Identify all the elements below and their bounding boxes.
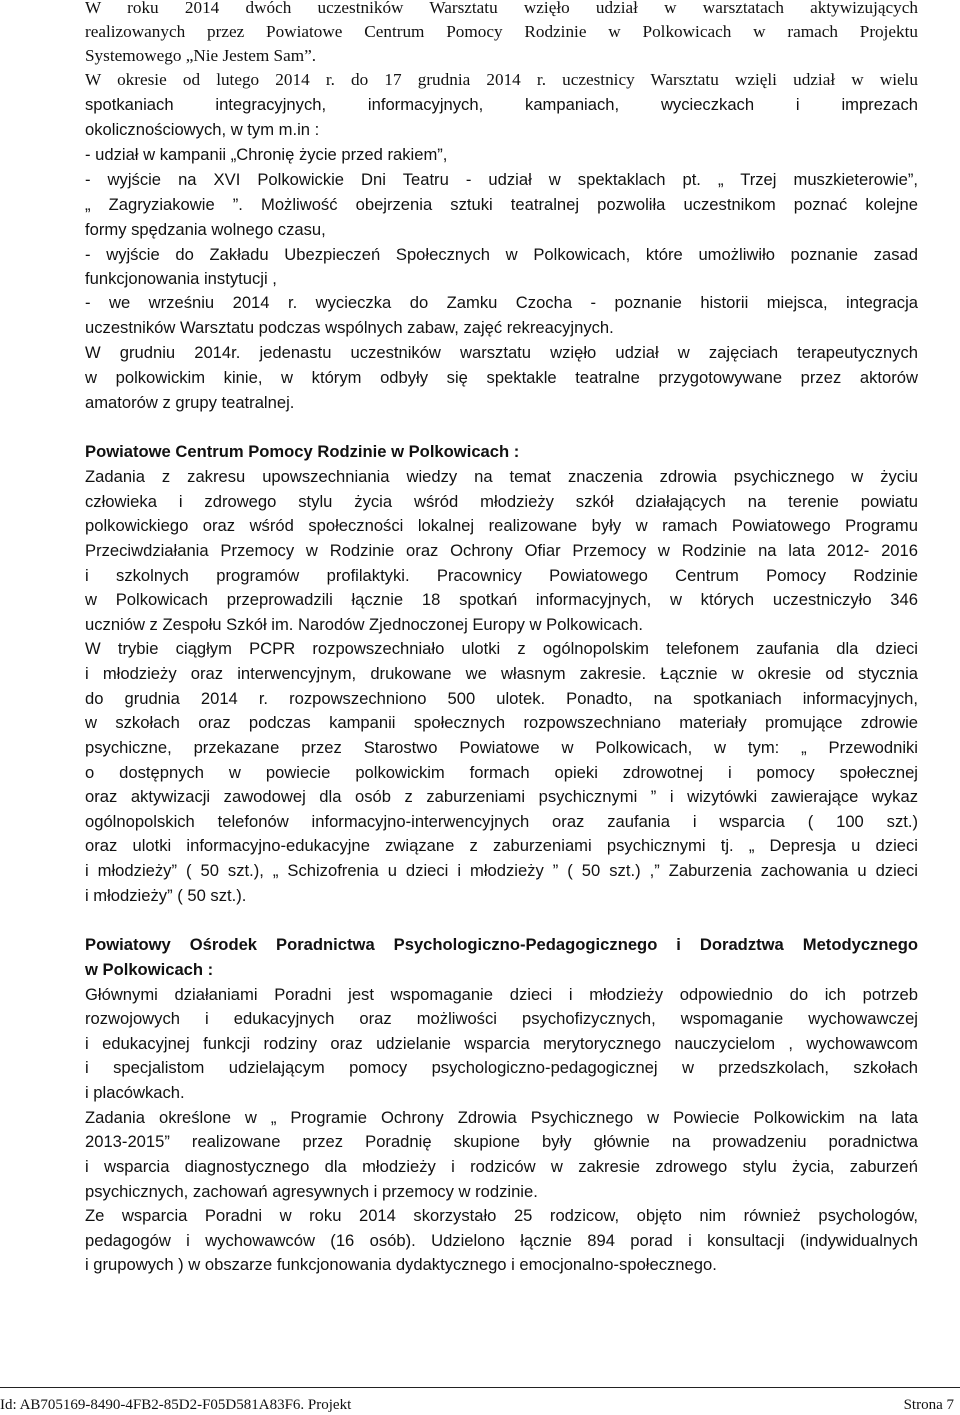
paragraph-line: oraz ulotki informacyjno-edukacyjne związane z zaburzeniami psychicznymi tj. „ Depresja u dzieci [85, 836, 918, 855]
paragraph-line: uczniów z Zespołu Szkół im. Narodów Zjednoczonej Europy w Polkowicach. [85, 615, 643, 634]
footer-page-number: Strona 7 [903, 1397, 954, 1413]
paragraph-line: W roku 2014 dwóch uczestników Warsztatu wzięło udział w warsztatach aktywizujących [85, 0, 918, 17]
paragraph-line: i edukacyjnej funkcji rodziny oraz udzielanie wsparcia merytorycznego nauczycielom , wychowawcom [85, 1034, 918, 1053]
section-heading-poradnia: w Polkowicach : [85, 960, 214, 979]
paragraph-line: „ Zagryziakowie ”. Możliwość obejrzenia sztuki teatralnej pozwoliła uczestnikom poznać kolejne [85, 195, 918, 214]
paragraph-line: Systemowego „Nie Jestem Sam”. [85, 46, 317, 65]
list-item: - udział w kampanii „Chronię życie przed rakiem”, [85, 145, 448, 164]
paragraph-line: amatorów z grupy teatralnej. [85, 393, 295, 412]
paragraph-line: w Polkowicach przeprowadzili łącznie 18 spotkań informacyjnych, w których uczestniczyło 346 [85, 590, 918, 609]
paragraph-line: Zadania określone w „ Programie Ochrony Zdrowia Psychicznego w Powiecie Polkowickim na lata [85, 1108, 918, 1127]
list-item: - wyjście do Zakładu Ubezpieczeń Społecznych w Polkowicach, które umożliwiło poznanie zasad [85, 245, 918, 264]
paragraph-line: i młodzieży” ( 50 szt.). [85, 886, 247, 905]
paragraph-line: i placówkach. [85, 1083, 185, 1102]
paragraph-line: i szkolnych programów profilaktyki. Pracownicy Powiatowego Centrum Pomocy Rodzinie [85, 566, 918, 585]
paragraph-line: pedagogów i wychowawców (16 osób). Udzielono łącznie 894 porad i konsultacji (indywidualnych [85, 1231, 918, 1250]
footer-document-id: Id: AB705169-8490-4FB2-85D2-F05D581A83F6. Projekt [0, 1397, 352, 1413]
paragraph-line: człowieka i zdrowego stylu życia wśród młodzieży szkół działających na terenie powiatu [85, 492, 918, 511]
paragraph-line: i specjalistom udzielającym pomocy psychologiczno-pedagogicznej w przedszkolach, szkołach [85, 1058, 918, 1077]
paragraph-line: 2013-2015” realizowane przez Poradnię skupione były głównie na prowadzeniu poradnictwa [85, 1132, 918, 1151]
paragraph-line: do grudnia 2014 r. rozpowszechniono 500 ulotek. Ponadto, na spotkaniach informacyjnych, [85, 689, 918, 708]
paragraph-line: Ze wsparcia Poradni w roku 2014 skorzystało 25 rodzicow, objęto nim również psychologów, [85, 1206, 918, 1225]
paragraph-line: uczestników Warsztatu podczas wspólnych zabaw, zajęć rekreacyjnych. [85, 318, 614, 337]
section-heading-pcpr: Powiatowe Centrum Pomocy Rodzinie w Polkowicach : [85, 442, 520, 461]
paragraph-line: spotkaniach integracyjnych, informacyjnych, kampaniach, wycieczkach i imprezach [85, 95, 918, 114]
paragraph-line: i wsparcia diagnostycznego dla młodzieży i rodziców w zakresie zdrowego stylu życia, zaburzeń [85, 1157, 918, 1176]
paragraph-line: Przeciwdziałania Przemocy w Rodzinie oraz Ochrony Ofiar Przemocy w Rodzinie na lata 2012- 2016 [85, 541, 918, 560]
paragraph-line: w polkowickim kinie, w którym odbyły się spektakle teatralne przygotowywane przez aktorów [85, 368, 918, 387]
paragraph-line: psychicznych, zachowań agresywnych i przemocy w rodzinie. [85, 1182, 538, 1201]
paragraph-line: funkcjonowania instytucji , [85, 269, 277, 288]
paragraph-line: psychiczne, przekazane przez Starostwo Powiatowe w Polkowicach, w tym: „ Przewodniki [85, 738, 918, 757]
section-heading-poradnia: Powiatowy Ośrodek Poradnictwa Psychologiczno-Pedagogicznego i Doradztwa Metodycznego [85, 935, 918, 954]
paragraph-line: oraz aktywizacji zawodowej dla osób z zaburzeniami psychicznymi ” i wizytówki zawierające wykaz [85, 787, 918, 806]
paragraph-line: Zadania z zakresu upowszechniania wiedzy na temat znaczenia zdrowia psychicznego w życiu [85, 467, 918, 486]
paragraph-line: o dostępnych w powiecie polkowickim formach opieki zdrowotnej i pomocy społecznej [85, 763, 918, 782]
paragraph-line: W okresie od lutego 2014 r. do 17 grudnia 2014 r. uczestnicy Warsztatu wzięli udział w wielu [85, 70, 918, 89]
paragraph-line: polkowickiego oraz wśród społeczności lokalnej realizowane były w ramach Powiatowego Programu [85, 516, 918, 535]
paragraph-line: i młodzieży oraz interwencyjnym, drukowane we własnym zakresie. Łącznie w okresie od stycznia [85, 664, 918, 683]
paragraph-line: w szkołach oraz podczas kampanii społecznych rozpowszechniano materiały promujące zdrowie [85, 713, 918, 732]
paragraph-line: i grupowych ) w obszarze funkcjonowania dydaktycznego i emocjonalno-społecznego. [85, 1255, 717, 1274]
paragraph-line: ogólnopolskich telefonów informacyjno-interwencyjnych oraz zaufania i wsparcia ( 100 szt.) [85, 812, 918, 831]
list-item: - we wrześniu 2014 r. wycieczka do Zamku Czocha - poznanie historii miejsca, integracja [85, 293, 918, 312]
list-item: - wyjście na XVI Polkowickie Dni Teatru - udział w spektaklach pt. „ Trzej muszkieterowie”, [85, 170, 918, 189]
paragraph-line: realizowanych przez Powiatowe Centrum Pomocy Rodzinie w Polkowicach w ramach Projektu [85, 22, 918, 41]
paragraph-line: okolicznościowych, w tym m.in : [85, 120, 320, 139]
paragraph-line: rozwojowych i edukacyjnych oraz możliwości psychofizycznych, wspomaganie wychowawczej [85, 1009, 918, 1028]
paragraph-line: W grudniu 2014r. jedenastu uczestników warsztatu wzięło udział w zajęciach terapeutycznych [85, 343, 918, 362]
footer-divider [0, 1387, 960, 1388]
paragraph-line: W trybie ciągłym PCPR rozpowszechniało ulotki z ogólnopolskim telefonem zaufania dla dzieci [85, 639, 918, 658]
paragraph-line: Głównymi działaniami Poradni jest wspomaganie dzieci i młodzieży odpowiednio do ich potrzeb [85, 985, 918, 1004]
paragraph-line: formy spędzania wolnego czasu, [85, 220, 326, 239]
paragraph-line: i młodzieży” ( 50 szt.), „ Schizofrenia u dzieci i młodzieży ” ( 50 szt.) ,” Zaburzenia zachowania u dzieci [85, 861, 918, 880]
